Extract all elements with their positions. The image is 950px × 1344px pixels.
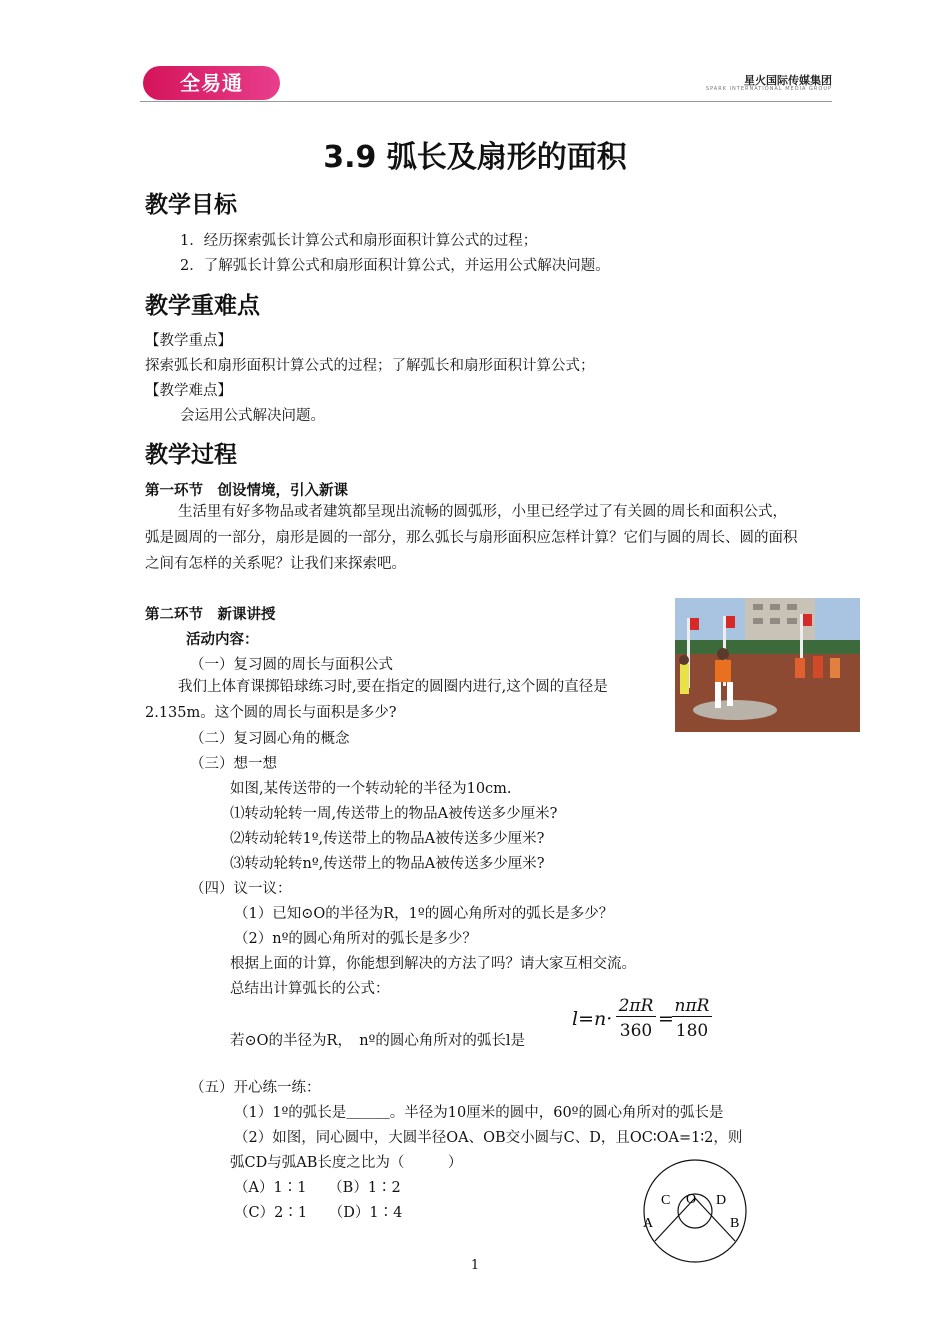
stage2-title: 第二环节 新课讲授: [145, 607, 276, 623]
part3-line: ⑵转动轮转1º,传送带上的物品A被传送多少厘米?: [230, 831, 545, 847]
difficult-point-text: 会运用公式解决问题。: [180, 408, 325, 424]
formula-intro: 若⊙O的半径为R， nº的圆心角所对的弧长l是: [230, 1033, 525, 1049]
part4-line: 根据上面的计算，你能想到解决的方法了吗？请大家互相交流。: [230, 956, 636, 972]
objective-item: 2．了解弧长计算公式和扇形面积计算公式，并运用公式解决问题。: [180, 258, 610, 274]
objectives-heading: 教学目标: [145, 192, 237, 218]
publisher-name-en: SPARK INTERNATIONAL MEDIA GROUP: [705, 86, 832, 92]
part1-heading: （一）复习圆的周长与面积公式: [190, 657, 393, 673]
part4-line: （1）已知⊙O的半径为R，1º的圆心角所对的弧长是多少？: [234, 906, 614, 922]
formula-equals: =: [658, 1008, 674, 1030]
part3-line: ⑴转动轮转一周,传送带上的物品A被传送多少厘米?: [230, 806, 558, 822]
formula-fraction1-denominator: 360: [619, 1021, 653, 1041]
difficult-point-label: 【教学难点】: [145, 383, 232, 399]
page-number: 1: [470, 1258, 480, 1273]
formula-fraction2-numerator: nπR: [672, 996, 712, 1017]
answer-options: （C）2∶1 （D）1∶4: [234, 1205, 403, 1221]
stage1-paragraph: 生活里有好多物品或者建筑都呈现出流畅的圆弧形，小里已经学过了有关圆的周长和面积公式，弧是圆周的一部分，扇形是圆的一部分，那么弧长与扇形面积应怎样计算？它们与圆的周长、圆的面积之间有怎样的关系呢？让我们来探索吧。: [145, 504, 798, 572]
arc-length-formula: [572, 996, 722, 1046]
practice-question-2: （2）如图，同心圆中，大圆半径OA、OB交小圆与C、D，且OC∶OA=1∶2，则: [234, 1130, 743, 1146]
header-divider: [140, 101, 832, 102]
part1-paragraph: 我们上体育课掷铅球练习时,要在指定的圆圈内进行,这个圆的直径是2.135m。这个圆的周长与面积是多少?: [145, 679, 608, 721]
part4-line: 总结出计算弧长的公式：: [230, 981, 390, 997]
practice-question-1: （1）1º的弧长是＿＿＿。半径为10厘米的圆中，60º的圆心角所对的弧长是: [234, 1105, 724, 1121]
shot-put-photo: [675, 598, 860, 732]
key-point-text: 探索弧长和扇形面积计算公式的过程；了解弧长和扇形面积计算公式；: [145, 358, 595, 374]
activity-label: 活动内容：: [186, 632, 259, 648]
part3-heading: （三）想一想: [190, 756, 277, 772]
practice-question-2-cont: 弧CD与弧AB长度之比为（ ）: [230, 1155, 463, 1171]
objective-item: 1．经历探索弧长计算公式和扇形面积计算公式的过程；: [180, 233, 538, 249]
formula-lhs: l=n·: [572, 1008, 613, 1030]
process-heading: 教学过程: [145, 442, 237, 468]
label-b: B: [730, 1216, 740, 1231]
publisher-name: 星火国际传媒集团: [744, 74, 832, 87]
label-c: C: [661, 1193, 671, 1208]
part3-line: ⑶转动轮转nº,传送带上的物品A被传送多少厘米?: [230, 856, 545, 872]
label-a: A: [643, 1216, 654, 1231]
key-points-heading: 教学重难点: [145, 293, 260, 319]
answer-options: （A）1∶1 （B）1∶2: [234, 1180, 401, 1196]
label-d: D: [716, 1193, 727, 1208]
part4-heading: （四）议一议：: [190, 881, 292, 897]
concentric-circles-diagram: [640, 1156, 750, 1266]
formula-fraction2-denominator: 180: [675, 1021, 709, 1041]
formula-fraction1-numerator: 2πR: [616, 996, 656, 1017]
brand-logo: 全易通: [143, 66, 280, 100]
radius-ob: [695, 1198, 735, 1241]
part5-heading: （五）开心练一练：: [190, 1080, 321, 1096]
outer-circle: [644, 1160, 746, 1262]
part4-line: （2）nº的圆心角所对的弧长是多少？: [234, 931, 477, 947]
part3-line: 如图,某传送带的一个转动轮的半径为10cm.: [230, 781, 512, 797]
part2-heading: （二）复习圆心角的概念: [190, 731, 350, 747]
label-o: O: [686, 1192, 697, 1207]
stage1-title: 第一环节 创设情境，引入新课: [145, 483, 348, 499]
page-title: 3.9 弧长及扇形的面积: [323, 140, 627, 175]
key-point-label: 【教学重点】: [145, 333, 232, 349]
